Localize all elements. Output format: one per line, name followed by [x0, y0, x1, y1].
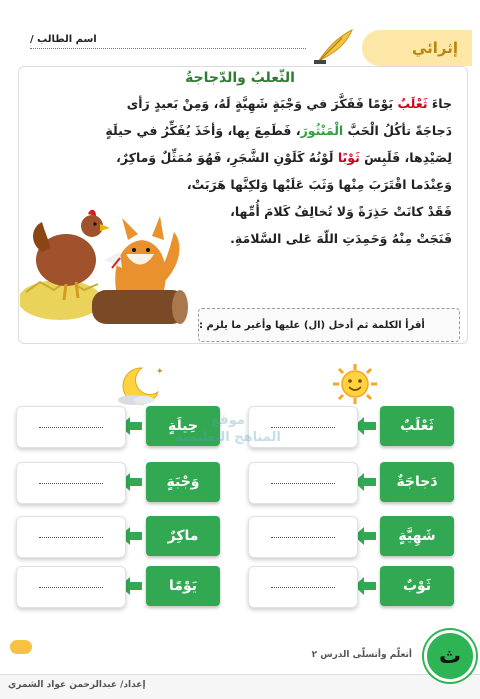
sun-icon: [330, 362, 380, 406]
svg-text:✦: ✦: [156, 367, 164, 377]
watermark: [168, 412, 288, 446]
story-line-6: فَنَجَتْ مِنْهُ وَحَمِدَتِ اللّهَ عَلى السَّلامَةِ.: [230, 231, 452, 246]
story-title: الثّعلبُ والدّجاجةُ: [185, 70, 295, 86]
answer-box-8[interactable]: [16, 566, 126, 608]
highlight-word: ثَوْبًا: [337, 150, 360, 165]
letter-badge: [424, 630, 476, 682]
decorative-pill-icon: [10, 640, 32, 654]
source-word-3: شَهِيَّةٍ: [380, 516, 454, 556]
brand-badge: [362, 30, 472, 66]
source-word-7: ماكِرٌ: [146, 516, 220, 556]
answer-box-7[interactable]: [16, 516, 126, 558]
answer-box-2[interactable]: [248, 462, 358, 504]
story-line-4: وَعِنْدَما اقْتَرَبَ مِنْها وَثَبَ عَلَيْها وَلكِنَّها هَرَبَتْ،: [186, 177, 452, 192]
story-line-1: جاءَ ثَعْلَبٌ يَوْمًا فَفَكَّرَ في وَجْبَةٍ شَهِيَّةٍ لَهُ، وَمِنْ بَعيدٍ رَأى: [126, 96, 452, 111]
source-word-4: ثَوْبٌ: [380, 566, 454, 606]
answer-box-4[interactable]: [248, 566, 358, 608]
credit-caption: إعداد/ عبدالرحمن عواد الشمري: [8, 680, 146, 690]
source-word-6: وَجْبَةٍ: [146, 462, 220, 502]
story-line-2: دَجاجَةً تأكُلُ الْحَبَّ الْمَنْثُورَ، فَطَمِعَ بِها، وَأخَذَ يُفَكِّرُ في حيلَةٍ: [105, 123, 452, 138]
brand-label: إثرائي: [411, 39, 458, 57]
story-line-3: لِصَيْدِها، فَلَبِسَ ثَوْبًا لَوْنُهُ كَلَوْنِ الشَّجَرِ، فَهُوَ مُمَثِّلٌ وَماكِرٌ،: [116, 150, 452, 165]
answer-box-3[interactable]: [248, 516, 358, 558]
instruction-box: [198, 308, 460, 342]
source-word-5: حِيلَةٍ: [146, 406, 220, 446]
highlight-word: ثَعْلَبٌ: [397, 96, 428, 111]
feather-pen-icon: [312, 24, 358, 66]
instruction-text: أقرأ الكلمة ثم أدخل (ال) عليها وأغير ما يلزم :: [199, 319, 425, 331]
student-name-label: اسم الطالب /: [30, 34, 97, 45]
source-word-8: يَوْمًا: [146, 566, 220, 606]
watermark-line-1: موقع: [211, 413, 245, 428]
letter-badge-label: ث: [438, 643, 462, 669]
source-word-1: ثَعْلَبٌ: [380, 406, 454, 446]
watermark-line-2: المناهج التعليمية: [175, 430, 281, 445]
answer-box-5[interactable]: [16, 406, 126, 448]
lesson-caption: أتعلّم وأتسلّى الدرس ٢: [311, 650, 412, 660]
answer-box-6[interactable]: [16, 462, 126, 504]
story-line-5: فَقَدْ كانَتْ حَذِرَةً وَلا تُخالِفُ كَلامَ أُمِّها،: [230, 204, 452, 219]
source-word-2: دَجاجَةٌ: [380, 462, 454, 502]
student-name-field[interactable]: [30, 34, 306, 49]
moon-icon: [112, 362, 168, 406]
fox-and-hen-illustration: [20, 182, 188, 332]
highlight-word: الْمَنْثُورَ: [300, 123, 344, 138]
